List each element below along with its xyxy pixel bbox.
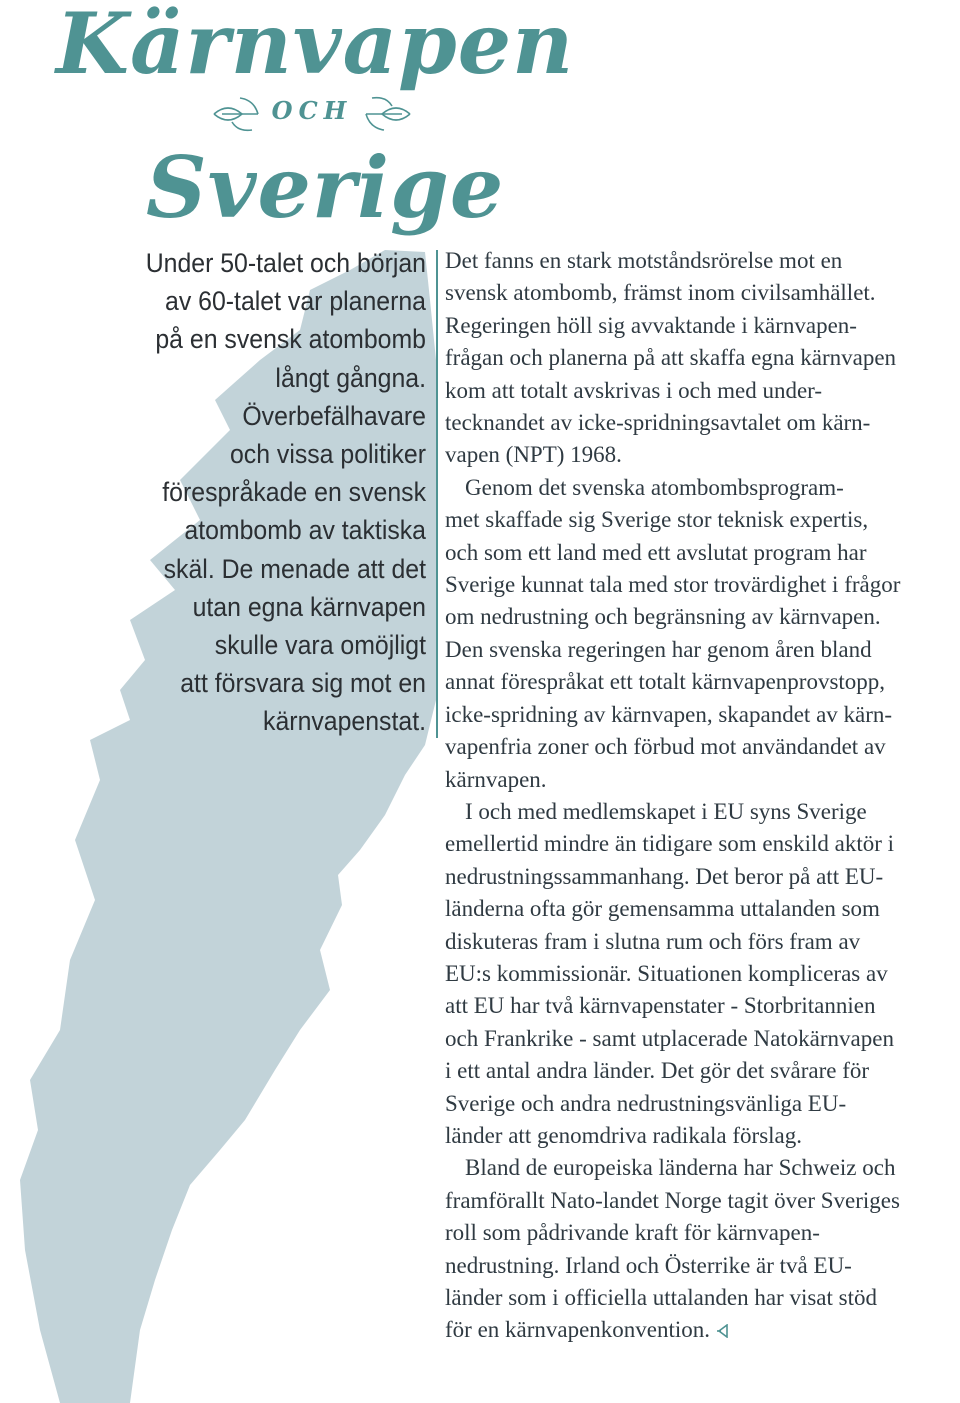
body-line: att EU har två kärnvapenstater - Storbritannien bbox=[445, 993, 876, 1019]
title-och: OCH bbox=[271, 96, 353, 125]
body-line: kärnvapen. bbox=[445, 766, 547, 792]
lead-line: att försvara sig mot en bbox=[180, 668, 426, 699]
body-line: I och med medlemskapet i EU syns Sverige bbox=[465, 798, 867, 824]
body-line: Det fanns en stark motståndsrörelse mot en bbox=[445, 248, 843, 273]
body-line: och som ett land med ett avslutat program har bbox=[445, 539, 867, 565]
body-line: länderna ofta gör gemensamma uttalanden som bbox=[445, 896, 880, 922]
paragraph-1 bbox=[445, 245, 960, 472]
body-line: Regeringen höll sig avvaktande i kärnvapen- bbox=[445, 312, 857, 338]
body-line: icke-spridning av kärnvapen, skapandet av kärn- bbox=[445, 701, 893, 727]
body-line-text: för en kärnvapenkonvention. bbox=[445, 1317, 711, 1343]
body-line: framförallt Nato-landet Norge tagit över Sveriges bbox=[445, 1187, 900, 1213]
body-line: Bland de europeiska länderna har Schweiz och bbox=[465, 1155, 896, 1181]
lead-line: förespråkade en svensk bbox=[162, 477, 426, 508]
body-line: nedrustningssammanhang. Det beror på att EU- bbox=[445, 863, 884, 889]
body-line: diskuteras fram i slutna rum och förs fram av bbox=[445, 928, 861, 954]
paragraph-3 bbox=[445, 796, 960, 1152]
lead-line: av 60-talet var planerna bbox=[165, 286, 426, 317]
article-body bbox=[445, 245, 960, 1347]
lead-line: Under 50-talet och början bbox=[145, 248, 426, 278]
body-line: om nedrustning och begränsning av kärnvapen. bbox=[445, 604, 881, 630]
lead-line: på en svensk atombomb bbox=[155, 324, 426, 355]
body-line: vapenfria zoner och förbud mot användandet av bbox=[445, 734, 886, 760]
body-line: Genom det svenska atombombsprogram- bbox=[465, 474, 844, 500]
body-line: länder att genomdriva radikala förslag. bbox=[445, 1122, 802, 1148]
title-sverige: Sverige bbox=[146, 138, 505, 237]
body-line: roll som pådrivande kraft för kärnvapen- bbox=[445, 1220, 820, 1246]
paragraph-2 bbox=[445, 472, 960, 796]
title-karnvapen: Kärnvapen bbox=[56, 0, 575, 93]
title-och-ornament bbox=[212, 92, 412, 136]
lead-line: skulle vara omöjligt bbox=[214, 630, 426, 661]
body-line: länder som i officiella uttalanden har visat stöd bbox=[445, 1285, 877, 1310]
lead-line: långt gångna. bbox=[275, 362, 426, 393]
body-line: kom att totalt avskrivas i och med under- bbox=[445, 377, 823, 403]
lead-line: Överbefälhavare bbox=[242, 400, 426, 431]
column-divider bbox=[436, 250, 438, 738]
body-line bbox=[445, 1314, 960, 1346]
body-line: tecknandet av icke-spridningsavtalet om kärn- bbox=[445, 410, 871, 436]
body-line: nedrustning. Irland och Österrike är två EU- bbox=[445, 1252, 852, 1278]
lead-line: atombomb av taktiska bbox=[184, 515, 426, 546]
body-line: Sverige och andra nedrustningsvänliga EU- bbox=[445, 1090, 847, 1116]
body-line: EU:s kommissionär. Situationen kompliceras av bbox=[445, 960, 888, 986]
lead-line: och vissa politiker bbox=[229, 439, 426, 470]
body-line: och Frankrike - samt utplacerade Natokärnvapen bbox=[445, 1025, 894, 1051]
body-line: met skaffade sig Sverige stor teknisk expertis, bbox=[445, 507, 869, 533]
paragraph-4 bbox=[445, 1152, 960, 1346]
end-of-article-mark-icon bbox=[716, 1324, 728, 1338]
body-line: svensk atombomb, främst inom civilsamhället. bbox=[445, 280, 876, 306]
lead-line: skäl. De menade att det bbox=[163, 553, 426, 584]
body-line: annat förespråkat ett totalt kärnvapenprovstopp, bbox=[445, 669, 886, 695]
lead-line: kärnvapenstat. bbox=[263, 706, 426, 737]
body-line: frågan och planerna på att skaffa egna kärnvapen bbox=[445, 345, 897, 371]
body-line: emellertid mindre än tidigare som enskild aktör i bbox=[445, 831, 895, 857]
lead-line: utan egna kärnvapen bbox=[192, 591, 426, 622]
body-line: Sverige kunnat tala med stor trovärdighet i frågor bbox=[445, 572, 901, 598]
lead-paragraph bbox=[89, 244, 426, 741]
body-line: vapen (NPT) 1968. bbox=[445, 442, 622, 468]
body-line: i ett antal andra länder. Det gör det svårare för bbox=[445, 1058, 870, 1084]
body-line: Den svenska regeringen har genom åren bland bbox=[445, 636, 872, 662]
